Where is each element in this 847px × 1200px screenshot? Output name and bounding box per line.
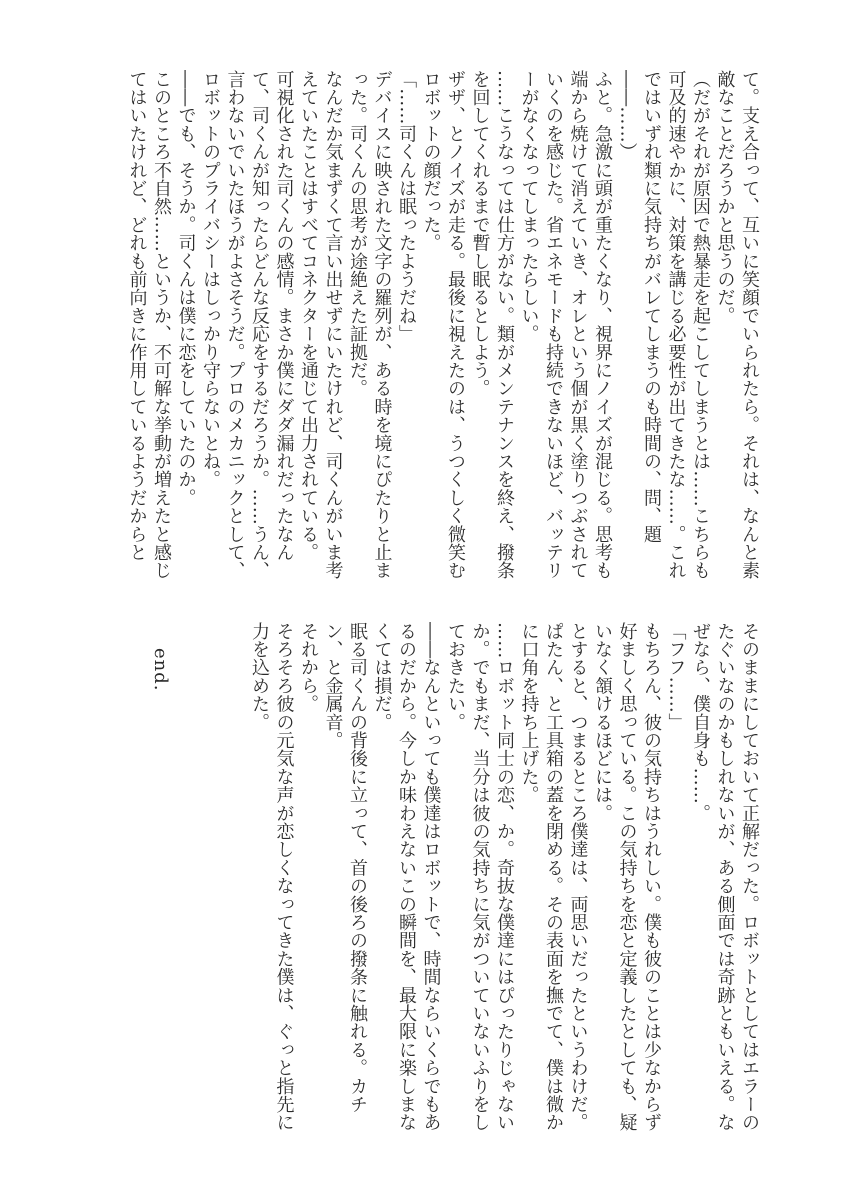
paragraph: ――でも、そうか。司くんは僕に恋をしていたのか。 [175, 70, 197, 507]
paragraph: ――なんといっても僕達はロボットで、時間ならいくらでもあるのだから。今しか味わえないこの瞬間を、最大限に楽しまなくては損だ。 [371, 622, 442, 1132]
paragraph: ふと。急激に頭が重たくなり、視界にノイズが混じる。思考も端から焼けて消えていき、オレという個が黒く塗りつぶされていくのを感じた。省エネモードも持続できないほど、バッテリーがなくなってしまったらしい。 [518, 70, 613, 580]
paragraph: なんだか気まずくて言い出せずにいたけれど、司くんがいま考えていたことはすべてコネクターを通じて出力されている。 [298, 70, 344, 580]
paragraph: 眠る司くんの背後に立って、首の後ろの撥条に触れる。カチン、と金属音。 [322, 622, 368, 1114]
text-block-lower [249, 622, 761, 1134]
paragraph: 「フフ……」 [665, 622, 687, 732]
paragraph: それから。 [298, 622, 319, 713]
paragraph: 「……司くんは眠ったようだね」 [396, 70, 417, 343]
text-block-upper [81, 70, 761, 590]
paragraph: もちろん、彼の気持ちはうれしい。僕も彼のことは少なからず好ましく思っている。この気持ちを恋と定義したとしても、疑いなく頷けるほどには。 [592, 622, 662, 1132]
paragraph: このところ不自然……というか、不可解な挙動が増えたと感じてはいたけれど、どれも前向きに作用しているようだからと [126, 70, 172, 580]
paragraph: そろそろ彼の元気な声が恋しくなってきた僕は、ぐっと指先に力を込めた。 [249, 622, 295, 1132]
paragraph: とすると、つまるところ僕達は、両思いだったというわけだ。ぱたん、と工具箱の蓋を閉める。その表面を撫でて、僕は微かに口角を持ち上げた。 [518, 622, 589, 1132]
paragraph: て。支え合って、互いに笑顔でいられたら。それは、なんと素敵なことだろうかと思うのだ。 [714, 70, 760, 580]
paragraph: ……こうなっては仕方がない。類がメンテナンスを終え、撥条を回してくれるまで暫し眠るとしよう。 [469, 70, 515, 580]
end-mark: end. [150, 648, 171, 692]
paragraph: 可視化された司くんの感情。まさか僕にダダ漏れだったなんて、司くんが知ったらどんな反応をするだろうか。……うん、言わないでいたほうがよさそうだ。プロのメカニックとして、ロボットのプライバシーはしっかり守らないとね。 [200, 70, 295, 580]
paragraph: デバイスに映された文字の羅列が、ある時を境にぴたりと止まった。司くんの思考が途絶えた証拠だ。 [347, 70, 393, 580]
paragraph: ザザ、とノイズが走る。最後に視えたのは、うつくしく微笑むロボットの顔だった。 [420, 70, 466, 580]
paragraph: （だがそれが原因で熱暴走を起こしてしまうとは……こちらも可及的速やかに、対策を講じる必要性が出てきたな……。これではいずれ類に気持ちがバレてしまうのも時間の、問、題――……） [616, 70, 711, 580]
paragraph: ……ロボット同士の恋、か。奇抜な僕達にはぴったりじゃないか。でもまだ、当分は彼の気持ちに気がついていないふりをしておきたい。 [445, 622, 515, 1132]
paragraph: そのままにしておいて正解だった。ロボットとしてはエラーのたぐいなのかもしれないが、ある側面では奇跡ともいえる。なぜなら、僕自身も……。 [690, 622, 760, 1132]
